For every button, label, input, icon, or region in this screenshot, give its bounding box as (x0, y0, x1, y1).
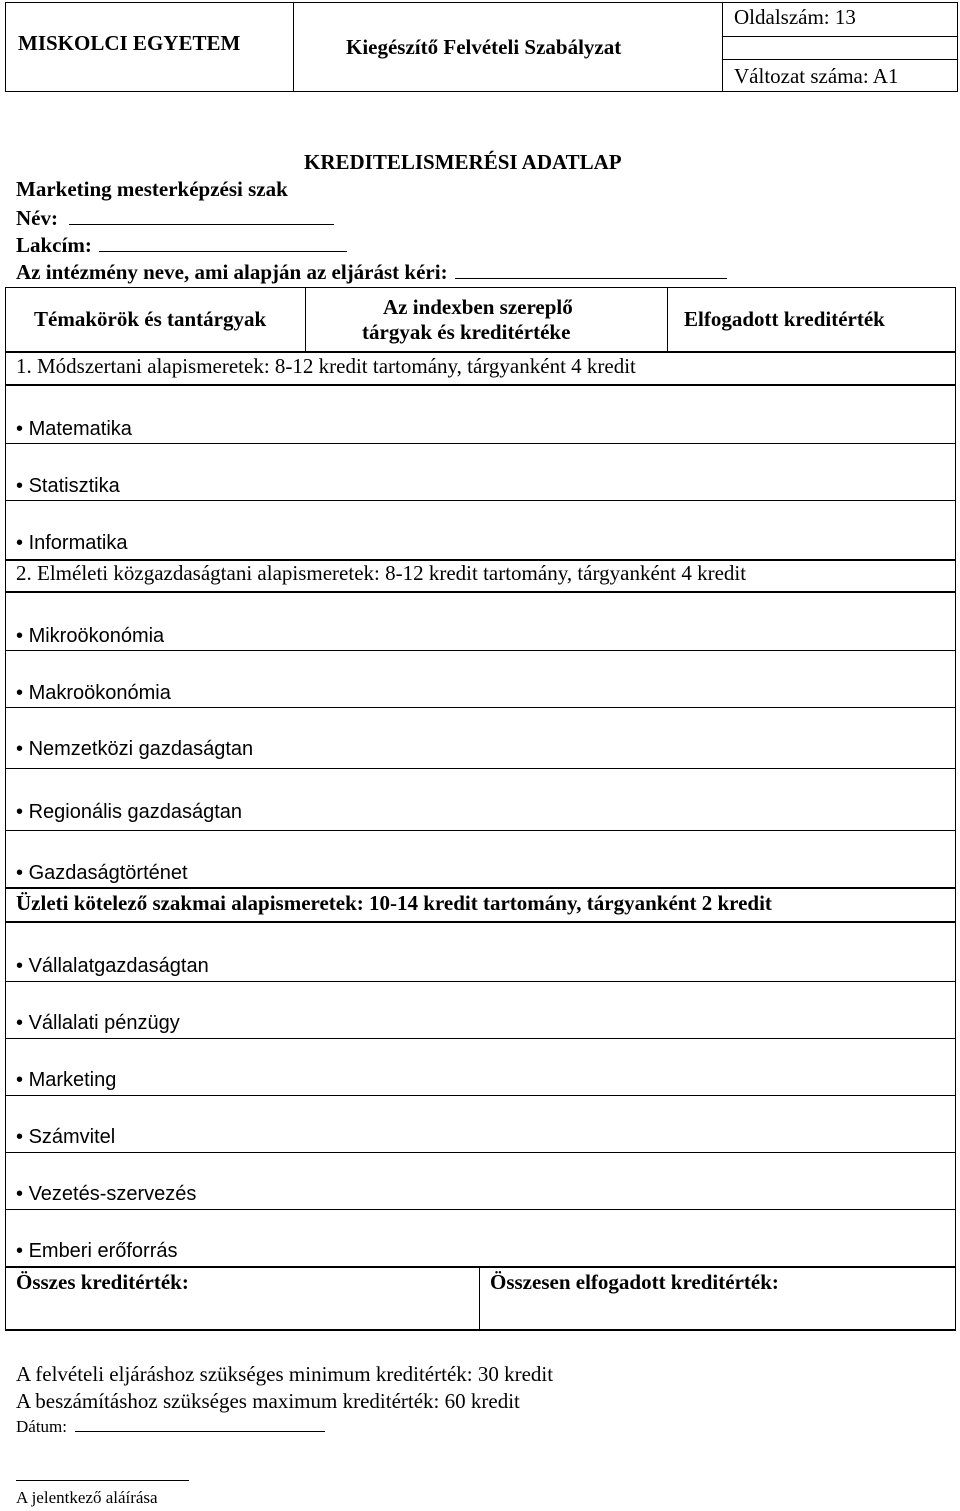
name-label: Név: (16, 206, 58, 230)
header-divider (293, 2, 294, 91)
list-item-label: Mikroökonómia (28, 625, 165, 647)
institution-label: Az intézmény neve, ami alapján az eljárást kéri: (16, 260, 448, 284)
institution-blank[interactable] (455, 278, 727, 279)
form-title: KREDITELISMERÉSI ADATLAP (304, 150, 622, 174)
total-credit-label: Összes kreditérték: (16, 1270, 189, 1294)
institution-field (16, 260, 727, 285)
table-row-divider (5, 1266, 956, 1268)
column-header-accepted: Elfogadott kreditérték (684, 307, 885, 331)
list-item: • Nemzetközi gazdaságtan (16, 738, 254, 760)
table-row-divider (5, 591, 956, 593)
list-item-label: Vezetés-szervezés (28, 1183, 197, 1205)
page-number: Oldalszám: 13 (734, 5, 856, 29)
name-blank[interactable] (69, 224, 334, 225)
list-item-label: Regionális gazdaságtan (28, 801, 243, 823)
list-item-label: Matematika (28, 418, 132, 440)
table-row-divider (5, 650, 956, 651)
section-title: Üzleti kötelező szakmai alapismeretek: 10-14 kredit tartomány, tárgyanként 2 kredit (16, 891, 772, 915)
table-row-divider (5, 981, 956, 982)
list-item: • Mikroökonómia (16, 625, 165, 647)
header-divider (722, 59, 957, 60)
list-item: • Gazdaságtörténet (16, 862, 188, 884)
column-header-index-line2: tárgyak és kreditértéke (362, 320, 571, 344)
list-item-label: Informatika (28, 532, 128, 554)
list-item-label: Makroökonómia (28, 682, 171, 704)
list-item: • Matematika (16, 418, 132, 440)
table-row-divider (5, 500, 956, 501)
table-row-divider (5, 443, 956, 444)
section-title: 2. Elméleti közgazdaságtani alapismeretek: 8-12 kredit tartomány, tárgyanként 4 kredit (16, 561, 747, 585)
table-row-divider (5, 1209, 956, 1210)
list-item: • Informatika (16, 532, 128, 554)
list-item: • Számvitel (16, 1126, 116, 1148)
table-row-divider (5, 1152, 956, 1153)
regulation-title: Kiegészítő Felvételi Szabályzat (346, 35, 622, 59)
list-item-label: Marketing (28, 1069, 117, 1091)
list-item: • Marketing (16, 1069, 117, 1091)
list-item-label: Emberi erőforrás (28, 1240, 178, 1262)
date-blank[interactable] (75, 1431, 325, 1432)
date-field (16, 1417, 325, 1437)
list-item-label: Vállalatgazdaságtan (28, 955, 209, 977)
column-header-topics: Témakörök és tantárgyak (34, 307, 267, 331)
list-item: • Regionális gazdaságtan (16, 801, 243, 823)
table-col-divider (479, 1266, 480, 1330)
accepted-total-label: Összesen elfogadott kreditérték: (490, 1270, 779, 1294)
table-border (5, 1329, 956, 1331)
table-col-divider (667, 287, 668, 351)
list-item-label: Vállalati pénzügy (28, 1012, 180, 1034)
header-divider (722, 2, 723, 91)
university-name: MISKOLCI EGYETEM (18, 31, 241, 55)
table-row-divider (5, 768, 956, 769)
min-credit-note: A felvételi eljáráshoz szükséges minimum kreditérték: 30 kredit (16, 1362, 554, 1386)
address-label: Lakcím: (16, 233, 92, 257)
table-row-divider (5, 707, 956, 708)
table-row-divider (5, 1038, 956, 1039)
date-label: Dátum: (16, 1417, 67, 1436)
list-item: • Vállalati pénzügy (16, 1012, 180, 1034)
list-item: • Makroökonómia (16, 682, 171, 704)
column-header-index-line1: Az indexben szereplő (383, 295, 573, 319)
version-number: Változat száma: A1 (734, 64, 899, 88)
name-field (16, 206, 334, 231)
list-item-label: Statisztika (28, 475, 120, 497)
address-blank[interactable] (99, 251, 347, 252)
signature-line[interactable] (16, 1480, 189, 1481)
max-credit-note: A beszámításhoz szükséges maximum kreditérték: 60 kredit (16, 1389, 520, 1413)
list-item: • Vállalatgazdaságtan (16, 955, 209, 977)
table-row-divider (5, 830, 956, 831)
table-row-divider (5, 384, 956, 386)
list-item: • Emberi erőforrás (16, 1240, 178, 1262)
table-row-divider (5, 887, 956, 889)
header-divider (722, 36, 957, 37)
list-item: • Statisztika (16, 475, 120, 497)
program-name: Marketing mesterképzési szak (16, 177, 288, 201)
address-field (16, 233, 347, 258)
list-item-label: Gazdaságtörténet (28, 862, 188, 884)
list-item-label: Nemzetközi gazdaságtan (28, 738, 254, 760)
table-row-divider (5, 1095, 956, 1096)
table-row-divider (5, 921, 956, 923)
section-title: 1. Módszertani alapismeretek: 8-12 kredit tartomány, tárgyanként 4 kredit (16, 354, 636, 378)
table-col-divider (305, 287, 306, 351)
list-item-label: Számvitel (28, 1126, 116, 1148)
table-border (5, 287, 956, 288)
table-row-divider (5, 351, 956, 353)
signature-label: A jelentkező aláírása (16, 1488, 158, 1507)
list-item: • Vezetés-szervezés (16, 1183, 197, 1205)
